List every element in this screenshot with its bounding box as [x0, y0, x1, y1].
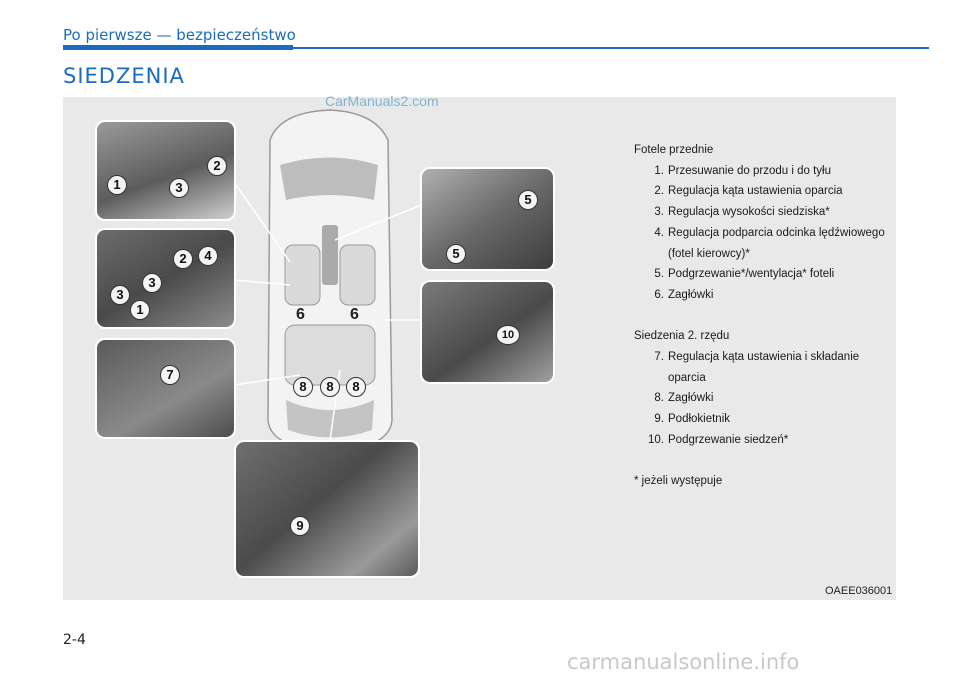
legend-item: [634, 285, 896, 306]
footer-watermark: carmanualsonline.info: [567, 650, 800, 674]
legend-text: Regulacja kąta ustawienia i składanie oparcia: [668, 351, 860, 384]
callout-8: 8: [346, 377, 366, 397]
callout-1: 1: [130, 300, 150, 320]
legend-item: [634, 388, 896, 409]
callout-3: 3: [142, 273, 162, 293]
callout-6: 6: [296, 306, 305, 323]
callout-2: 2: [173, 249, 193, 269]
callout-6: 6: [350, 306, 359, 323]
callout-9: 9: [290, 516, 310, 536]
callout-7: 7: [160, 365, 180, 385]
legend-text: Regulacja wysokości siedziska*: [668, 206, 830, 219]
legend-item: [634, 264, 896, 285]
legend-num: 2.: [654, 185, 664, 198]
callout-3: 3: [169, 178, 189, 198]
legend-item: [634, 181, 896, 202]
legend-num: 7.: [654, 351, 664, 364]
legend-num: 9.: [654, 413, 664, 426]
legend-text: Zagłówki: [668, 392, 714, 405]
legend-num: 5.: [654, 268, 664, 281]
section-title: SIEDZENIA: [63, 64, 185, 88]
legend-text: Podgrzewanie siedzeń*: [668, 433, 789, 446]
legend: [634, 140, 896, 492]
figure-caption: OAEE036001: [825, 585, 893, 597]
legend-num: 10.: [648, 433, 664, 446]
car-top-view: [268, 110, 392, 452]
photo-power-seat-switches: [95, 228, 236, 329]
watermark: CarManuals2.com: [325, 93, 439, 109]
legend-item: [634, 202, 896, 223]
legend-text: Przesuwanie do przodu i do tyłu: [668, 164, 832, 177]
callout-3: 3: [110, 285, 130, 305]
legend-item: [634, 161, 896, 182]
legend-text: Zagłówki: [668, 288, 714, 301]
photo-rear-armrest: [234, 440, 420, 578]
legend-front-heading: Fotele przednie: [634, 144, 714, 156]
chapter-title: Po pierwsze — bezpieczeństwo: [63, 26, 296, 44]
callout-5: 5: [446, 244, 466, 264]
legend-item: [634, 430, 896, 451]
callout-4: 4: [198, 246, 218, 266]
legend-footnote: * jeżeli występuje: [634, 475, 723, 488]
callout-10: 10: [496, 325, 520, 345]
legend-num: 6.: [654, 288, 664, 301]
legend-item: [634, 409, 896, 430]
legend-rear-heading: Siedzenia 2. rzędu: [634, 330, 730, 343]
legend-item: [634, 347, 896, 388]
legend-num: 3.: [654, 206, 664, 219]
callout-8: 8: [293, 377, 313, 397]
legend-num: 1.: [654, 164, 664, 177]
legend-text: Regulacja podparcia odcinka lędźwiowego (fotel kierowcy)*: [668, 226, 885, 260]
callout-2: 2: [207, 156, 227, 176]
callout-8: 8: [320, 377, 340, 397]
callout-5: 5: [518, 190, 538, 210]
legend-num: 8.: [654, 392, 664, 405]
callout-1: 1: [107, 175, 127, 195]
legend-item: [634, 223, 896, 264]
legend-text: Regulacja kąta ustawienia oparcia: [668, 185, 843, 198]
photo-rear-seatback-lever: [95, 338, 236, 439]
legend-text: Podgrzewanie*/wentylacja* foteli: [668, 268, 835, 281]
legend-num: 4.: [654, 226, 664, 239]
legend-text: Podłokietnik: [668, 413, 731, 426]
photo-front-seat-heater-switches: [420, 167, 555, 271]
photo-rear-seat-heater-switch: [420, 280, 555, 384]
page-number: 2-4: [63, 632, 86, 648]
